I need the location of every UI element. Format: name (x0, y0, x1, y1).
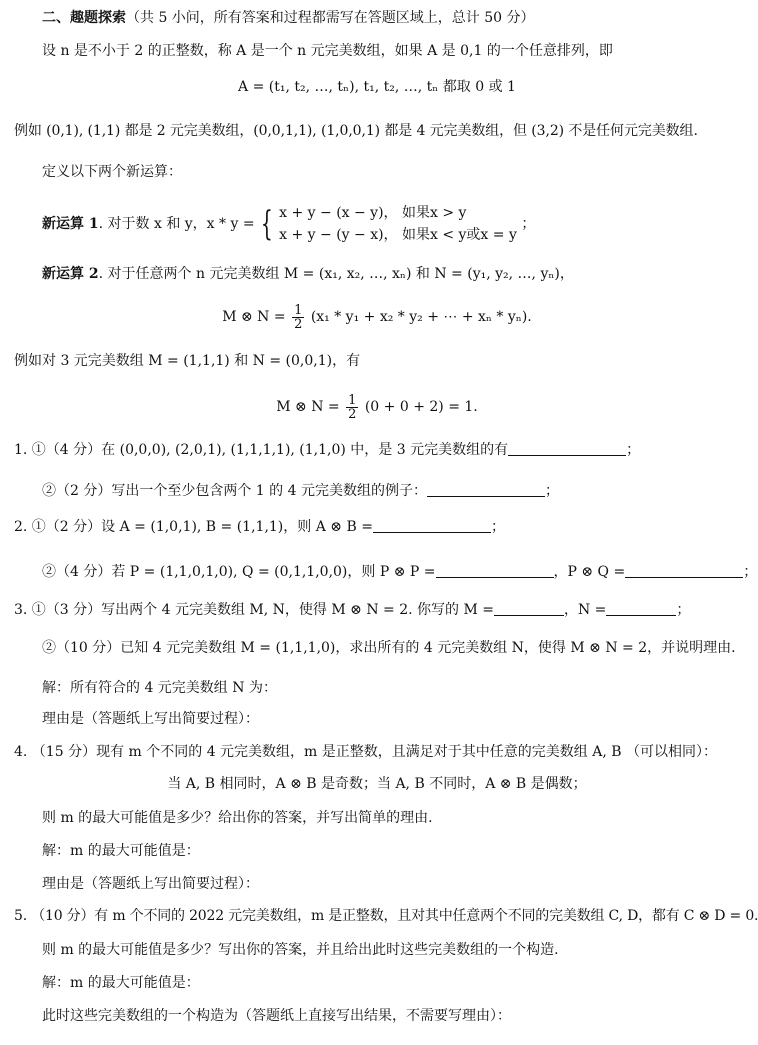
q1-part2-end: ； (544, 483, 559, 499)
op2-example: 例如对 3 元完美数组 M = (1,1,1) 和 N = (0,0,1)，有 (14, 353, 361, 369)
q4-stem: 4. （15 分）现有 m 个不同的 4 元完美数组，m 是正整数，且满足对于其中任意的完美数组 A, B （可以相同）： (14, 744, 717, 760)
op2-definition (42, 264, 574, 284)
section-title: 二、趣题探索 (42, 10, 126, 26)
op1-desc: . 对于数 x 和 y，x * y = (98, 216, 255, 232)
op1-end: ； (521, 216, 536, 232)
q2-part1 (14, 517, 505, 537)
q4-solution: 解：m 的最大可能值是： (42, 843, 200, 859)
section-note: （共 5 小问，所有答案和过程都需写在答题区域上，总计 50 分） (126, 10, 535, 26)
op2-fraction (292, 304, 304, 331)
op2-frac-num: 1 (294, 302, 303, 318)
q5-stem: 5. （10 分）有 m 个不同的 2022 元完美数组，m 是正整数，且对其中任意两个不同的完美数组 C, D，都有 C ⊗ D = 0. (14, 908, 758, 924)
q2-part2-mid: ，P ⊗ Q = (553, 564, 626, 580)
op2-example-right: (0 + 0 + 2) = 1. (364, 399, 478, 415)
intro-definition: 设 n 是不小于 2 的正整数，称 A 是一个 n 元完美数组，如果 A 是 0,1 的一个任意排列，即 (42, 43, 613, 59)
q3-part1-answer-blank-n[interactable] (606, 601, 676, 616)
op2-example-frac-num: 1 (348, 392, 357, 408)
op2-desc: . 对于任意两个 n 元完美数组 M = (x₁, x₂, …, xₙ) 和 N = (y₁, y₂, …, yₙ)， (98, 266, 574, 282)
op2-formula-right: (x₁ * y₁ + x₂ * y₂ + ⋯ + xₙ * yₙ). (310, 309, 532, 325)
q2-part2-text: ②（4 分）若 P = (1,1,0,1,0), Q = (0,1,1,0,0)，则 P ⊗ P = (42, 564, 436, 580)
q4-condition: 当 A, B 相同时，A ⊗ B 是奇数；当 A, B 不同时，A ⊗ B 是偶数； (167, 776, 587, 792)
op2-example-frac-den: 2 (348, 406, 357, 422)
q5-ask: 则 m 的最大可能值是多少？写出你的答案，并且给出此时这些完美数组的一个构造. (42, 942, 559, 958)
q5-solution: 解：m 的最大可能值是： (42, 975, 200, 991)
op2-formula-left: M ⊗ N = (222, 309, 286, 325)
q3-part1-mid: ，N = (563, 602, 607, 618)
q3-reason: 理由是（答题纸上写出简要过程）： (42, 711, 259, 727)
section-header (42, 8, 535, 28)
op2-example-fraction (346, 394, 358, 421)
q1-part1 (14, 440, 640, 460)
q1-part2-text: ②（2 分）写出一个至少包含两个 1 的 4 元完美数组的例子： (42, 483, 427, 499)
q1-part1-end: ； (626, 442, 641, 458)
op2-example-left: M ⊗ N = (276, 399, 340, 415)
q3-part2: ②（10 分）已知 4 元完美数组 M = (1,1,1,0)，求出所有的 4 元完美数组 N，使得 M ⊗ N = 2，并说明理由. (42, 640, 736, 656)
q3-part1 (14, 600, 690, 620)
q2-part2-end: ； (743, 564, 758, 580)
op1-case1: x + y − (x − y)， 如果x > y (279, 205, 467, 221)
left-brace-icon: { (260, 204, 273, 244)
intro-define: 定义以下两个新运算： (42, 164, 182, 180)
q4-reason: 理由是（答题纸上写出简要过程）： (42, 876, 259, 892)
q2-part2-answer-blank-2[interactable] (625, 563, 743, 578)
q2-part2 (42, 562, 757, 582)
op2-frac-den: 2 (294, 316, 303, 332)
q2-part1-text: 2. ①（2 分）设 A = (1,0,1), B = (1,1,1)，则 A ⊗ B = (14, 519, 373, 535)
intro-example: 例如 (0,1), (1,1) 都是 2 元完美数组，(0,0,1,1), (1,0,0,1) 都是 4 元完美数组，但 (3,2) 不是任何元完美数组. (14, 123, 698, 139)
q5-construct: 此时这些完美数组的一个构造为（答题纸上直接写出结果，不需要写理由）： (42, 1008, 511, 1024)
intro-formula: A = (t₁, t₂, …, tₙ), t₁, t₂, …, tₙ 都取 0 或 1 (238, 79, 516, 95)
q3-part1-end: ； (676, 602, 691, 618)
q2-part1-end: ； (490, 519, 505, 535)
q4-ask: 则 m 的最大可能值是多少？给出你的答案，并写出简单的理由. (42, 810, 433, 826)
q1-part2 (42, 481, 559, 501)
q1-part1-answer-blank[interactable] (508, 441, 626, 456)
q1-part1-text: 1. ①（4 分）在 (0,0,0), (2,0,1), (1,1,1,1), (1,1,0) 中，是 3 元完美数组的有 (14, 442, 509, 458)
q2-part1-answer-blank[interactable] (373, 518, 491, 533)
q3-part1-text: 3. ①（3 分）写出两个 4 元完美数组 M, N，使得 M ⊗ N = 2. 你写的 M = (14, 602, 494, 618)
op2-example-formula (0, 390, 754, 424)
q3-solution: 解：所有符合的 4 元完美数组 N 为： (42, 680, 277, 696)
op2-label: 新运算 2 (42, 266, 99, 282)
op1-case2: x + y − (y − x)， 如果x < y或x = y (279, 227, 517, 243)
q2-part2-answer-blank-1[interactable] (436, 563, 554, 578)
op1-cases (279, 202, 517, 246)
q1-part2-answer-blank[interactable] (427, 482, 545, 497)
op1-definition (42, 202, 535, 246)
op1-label: 新运算 1 (42, 216, 99, 232)
q3-part1-answer-blank-m[interactable] (494, 601, 564, 616)
op2-formula (0, 300, 754, 334)
